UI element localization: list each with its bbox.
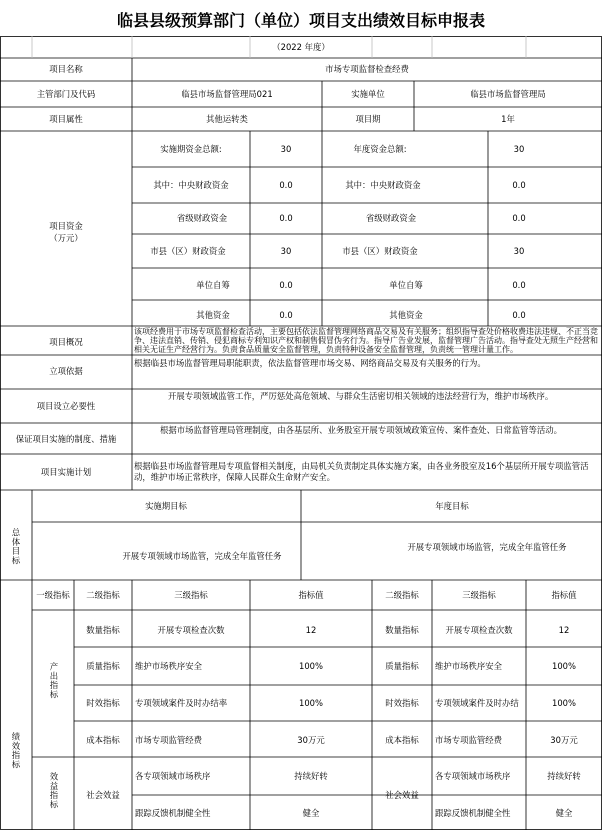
- level3-cell: 跟踪反馈机制健全性: [435, 808, 511, 818]
- value-cell: 30万元: [297, 735, 325, 745]
- plan-label: 项目实施计划: [40, 467, 92, 477]
- level2-cell: 质量指标: [385, 661, 419, 671]
- overview-label: 项目概况: [49, 337, 83, 347]
- level2-cell: 数量指标: [86, 625, 120, 635]
- value-cell: 12: [305, 625, 317, 635]
- funds-row-label: 其他资金: [196, 310, 230, 320]
- funds-row-label: 年度资金总额:: [353, 144, 407, 154]
- value-cell: 健全: [302, 808, 320, 818]
- index-value-header: 指标值: [298, 590, 324, 600]
- level3-header: 三级指标: [174, 590, 208, 600]
- necessity-label: 项目设立必要性: [36, 401, 96, 411]
- funds-row-value: 0.0: [279, 310, 293, 320]
- level2-cell: 成本指标: [385, 735, 419, 745]
- funds-row-label: 单位自筹: [389, 280, 423, 290]
- period-label: 项目期: [355, 114, 381, 124]
- value-cell: 100%: [552, 698, 576, 708]
- index-value-header: 指标值: [551, 590, 577, 600]
- value-cell: 12: [558, 625, 570, 635]
- funds-row-value: 0.0: [279, 213, 293, 223]
- level3-cell: 维护市场秩序安全: [435, 661, 502, 671]
- value-cell: 100%: [299, 661, 323, 671]
- level2-cell: 社会效益: [385, 790, 419, 800]
- year-label: （2022 年度）: [272, 42, 330, 52]
- funds-unit-label: （万元）: [49, 233, 83, 243]
- funds-row-label: 单位自筹: [196, 280, 230, 290]
- level2-cell: 时效指标: [385, 698, 419, 708]
- level2-header: 二级指标: [385, 590, 419, 600]
- level3-cell: 各专项领域市场秩序: [135, 771, 211, 781]
- annual-target-text: 开展专项领域市场监管，完成全年监管任务: [407, 542, 567, 552]
- level3-cell: 各专项领域市场秩序: [435, 771, 511, 781]
- funds-row-label: 其他资金: [389, 310, 423, 320]
- overview-text: 该项经费用于市场专项监督检查活动，主要包括依法监督管理网络商品交易及有关服务；组织指导查处价格收费违法违规、不正当竞争、违法直销、传销、侵犯商标专利知识产权和制售假冒伪劣行为。指导广告业发展，监督管理广告活动。指导查处无照生产经营和相关无证生产经营行为。负责食品质量安全监督管理，负责特种设备安全监督管理，负责统一管理计量工作。: [134, 327, 598, 354]
- perf-indicator-label: 绩效指标: [11, 732, 21, 770]
- impl-unit-value: 临县市场监督管理局: [470, 89, 546, 99]
- funds-row-value: 30: [280, 246, 292, 256]
- funds-row-value: 30: [513, 246, 525, 256]
- funds-row-value: 0.0: [512, 310, 526, 320]
- level2-cell: 社会效益: [86, 790, 120, 800]
- level3-cell: 开展专项检查次数: [445, 625, 513, 635]
- funds-row-value: 0.0: [279, 180, 293, 190]
- level3-cell: 开展专项检查次数: [157, 625, 225, 635]
- overall-target-label: 总体目标: [11, 528, 21, 566]
- value-cell: 100%: [299, 698, 323, 708]
- impl-target-text: 开展专项领域市场监管，完成全年监管任务: [122, 551, 282, 561]
- funds-row-value: 0.0: [512, 280, 526, 290]
- level2-header: 二级指标: [86, 590, 120, 600]
- level2-cell: 质量指标: [86, 661, 120, 671]
- funds-row-label: 市县（区）财政资金: [342, 246, 418, 256]
- funds-row-label: 省级财政资金: [176, 213, 228, 223]
- level2-cell: 数量指标: [385, 625, 419, 635]
- level3-cell: 市场专项监管经费: [135, 735, 202, 745]
- attribute-value: 其他运转类: [206, 114, 248, 124]
- level3-cell: 跟踪反馈机制健全性: [135, 808, 211, 818]
- value-cell: 30万元: [550, 735, 578, 745]
- funds-row-label: 实施期资金总额:: [160, 144, 222, 154]
- impl-target-header: 实施期目标: [145, 501, 187, 511]
- plan-text: 根据临县市场监督管理局专项监督相关制度，由局机关负责制定具体实施方案，由各业务股室及16个基层所开展专项监管活动，维护市场正常秩序，保障人民群众生命财产安全。: [134, 461, 589, 482]
- basis-label: 立项依据: [49, 366, 83, 376]
- level1-header: 一级指标: [36, 590, 70, 600]
- funds-row-value: 0.0: [512, 213, 526, 223]
- measures-label: 保证项目实施的制度、措施: [15, 434, 117, 444]
- level3-cell: 市场专项监管经费: [435, 735, 502, 745]
- level3-cell: 专项领域案件及时办结: [435, 698, 519, 708]
- funds-label: 项目资金: [49, 221, 83, 231]
- funds-row-label: 其中：中央财政资金: [153, 180, 229, 190]
- project-name-value: 市场专项监督检查经费: [325, 64, 409, 74]
- period-value: 1年: [501, 114, 515, 124]
- level3-header: 三级指标: [462, 590, 496, 600]
- funds-row-value: 30: [280, 144, 292, 154]
- funds-row-value: 0.0: [512, 180, 526, 190]
- attribute-label: 项目属性: [49, 114, 83, 124]
- level3-cell: 维护市场秩序安全: [135, 661, 202, 671]
- dept-code-label: 主管部门及代码: [36, 89, 96, 99]
- value-cell: 健全: [555, 808, 573, 818]
- form-title: 临县县级预算部门（单位）项目支出绩效目标申报表: [116, 11, 485, 30]
- level2-cell: 成本指标: [86, 735, 120, 745]
- benefit-indicator-label: 效益指标: [49, 772, 59, 810]
- funds-row-value: 0.0: [279, 280, 293, 290]
- level2-cell: 时效指标: [86, 698, 120, 708]
- measures-text: 根据市场监督管理局管理制度，由各基层所、业务股室开展专项领域政策宣传、案件查处、日常监管等活动。: [160, 425, 562, 435]
- annual-target-header: 年度目标: [435, 501, 469, 511]
- value-cell: 100%: [552, 661, 576, 671]
- value-cell: 持续好转: [547, 771, 581, 781]
- basis-text: 根据临县市场监督管理局职能职责，依法监督管理市场交易、网络商品交易及有关服务的行为。: [134, 358, 486, 368]
- funds-row-label: 其中：中央财政资金: [345, 180, 421, 190]
- funds-row-label: 省级财政资金: [365, 213, 417, 223]
- impl-unit-label: 实施单位: [351, 89, 385, 99]
- dept-code-value: 临县市场监督管理局021: [181, 89, 273, 99]
- funds-row-value: 30: [513, 144, 525, 154]
- value-cell: 持续好转: [294, 771, 328, 781]
- output-indicator-label: 产出指标: [49, 662, 59, 700]
- level3-cell: 专项领域案件及时办结率: [135, 698, 228, 708]
- funds-row-label: 市县（区）财政资金: [150, 246, 226, 256]
- project-name-label: 项目名称: [49, 64, 83, 74]
- necessity-text: 开展专项领域监管工作，严厉惩处高危领域、与群众生活密切相关领域的违法经营行为，维护市场秩序。: [168, 391, 554, 401]
